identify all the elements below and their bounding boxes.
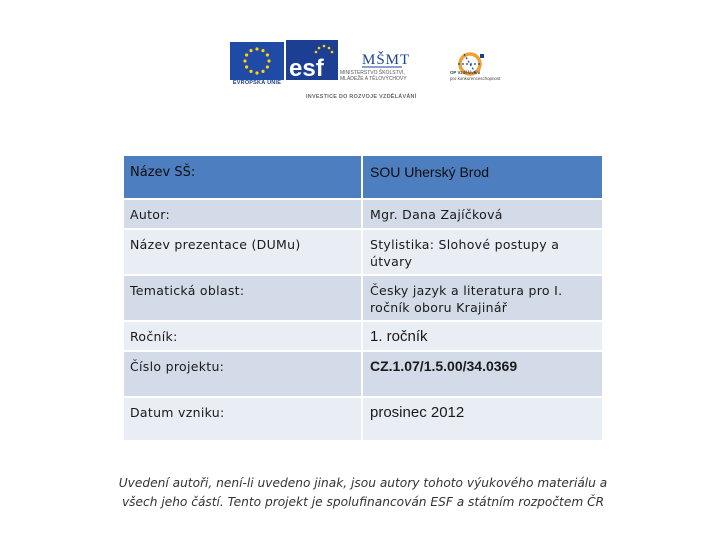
table-value: SOU Uherský Brod (363, 156, 602, 200)
table-label: Název prezentace (DUMu) (124, 230, 363, 276)
msmt-caption-line1: MINISTERSTVO ŠKOLSTVÍ, (340, 70, 405, 76)
table-value: Stylistika: Slohové postupy a útvary (363, 230, 602, 276)
table-row (124, 352, 602, 398)
copyright-footer (118, 474, 608, 512)
table-row (124, 156, 602, 200)
table-row (124, 230, 602, 276)
op-caption-line2: pro konkurenceschopnost (450, 75, 501, 81)
op-vzdelavani-logo (450, 40, 498, 90)
eu-caption: EVROPSKÁ UNIE (232, 80, 282, 86)
msmt-caption-line2: MLÁDEŽE A TĚLOVÝCHOVY (340, 76, 407, 82)
op-caption (450, 70, 506, 81)
op-caption-line1: OP Vzdělávání (450, 70, 481, 75)
msmt-text: MŠMT (362, 52, 411, 68)
esf-logo (286, 40, 338, 86)
table-value: prosinec 2012 (363, 398, 602, 442)
table-label: Tematická oblast: (124, 276, 363, 322)
table-value: CZ.1.07/1.5.00/34.0369 (363, 352, 602, 398)
table-row (124, 398, 602, 442)
project-info-table (124, 156, 602, 442)
table-value: 1. ročník (363, 322, 602, 352)
footer-line2: všech jeho částí. Tento projekt je spolufinancován ESF a státním rozpočtem ČR (121, 495, 605, 509)
table-label: Datum vzniku: (124, 398, 363, 442)
table-row (124, 322, 602, 352)
logo-banner (226, 38, 502, 106)
table-label: Číslo projektu: (124, 352, 363, 398)
msmt-logo (338, 40, 432, 90)
esf-text: esf (289, 55, 324, 82)
table-value: Mgr. Dana Zajíčková (363, 200, 602, 230)
banner-caption: INVESTICE DO ROZVOJE VZDĚLÁVÁNÍ (306, 94, 417, 100)
table-label: Název SŠ: (124, 156, 363, 200)
table-value: Česky jazyk a literatura pro I. ročník oboru Krajinář (363, 276, 602, 322)
table-label: Ročník: (124, 322, 363, 352)
eu-flag-logo (230, 40, 284, 84)
table-label: Autor: (124, 200, 363, 230)
table-row (124, 200, 602, 230)
footer-line1: Uvedení autoři, není-li uvedeno jinak, jsou autory tohoto výukového materiálu a (118, 476, 608, 490)
msmt-caption (340, 70, 436, 82)
table-row (124, 276, 602, 322)
